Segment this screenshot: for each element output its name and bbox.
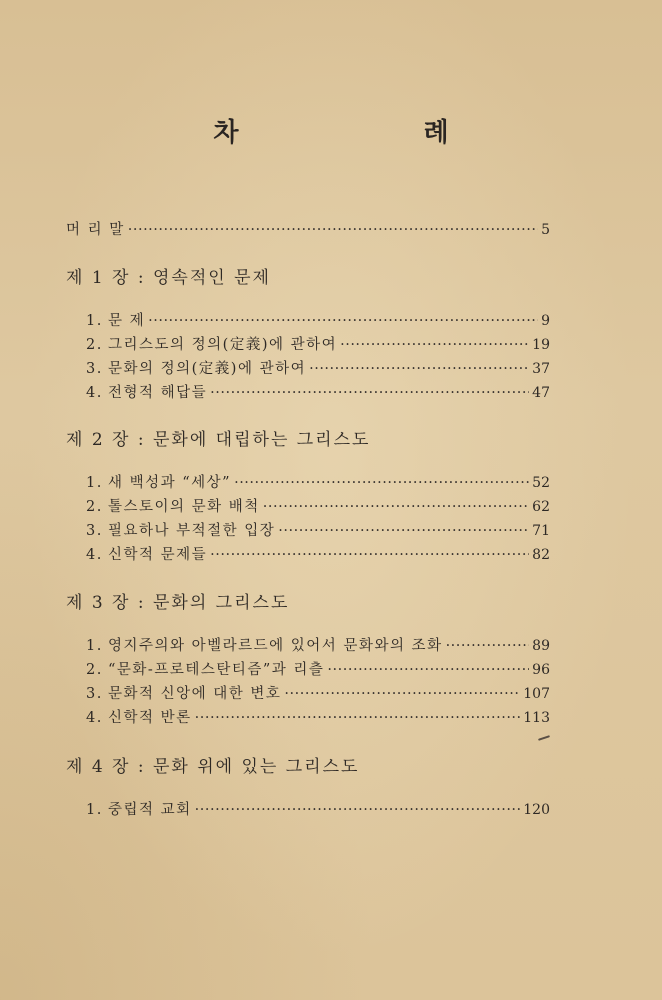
toc-entry — [86, 519, 550, 540]
toc-entry — [86, 381, 550, 402]
toc-entry-label: 머 리 말 — [66, 222, 125, 238]
toc-entry-number: 2. — [86, 337, 103, 353]
dot-leader — [284, 686, 520, 702]
toc-entry-page: 5 — [541, 222, 550, 238]
toc-entry-label: 영지주의와 아벨라르드에 있어서 문화와의 조화 — [108, 638, 443, 654]
toc-entry — [86, 798, 550, 819]
toc-entry-number: 2. — [86, 499, 103, 515]
toc-entry-number: 3. — [86, 361, 103, 377]
toc-entry-number: 2. — [86, 662, 103, 678]
dot-leader — [148, 313, 538, 329]
toc-entry-page: 107 — [523, 686, 550, 702]
chapter-heading-1: 제 1 장 : 영속적인 문제 — [66, 268, 271, 288]
toc-entry-label: “문화-프로테스탄티즘”과 리츨 — [108, 662, 325, 678]
toc-entry-page: 96 — [532, 662, 550, 678]
toc-entry-label: 그리스도의 정의(定義)에 관하여 — [108, 337, 338, 353]
toc-entry-number: 1. — [86, 475, 103, 491]
toc-entry-page: 9 — [541, 313, 550, 329]
ink-mark — [538, 735, 550, 741]
toc-entry-number: 1. — [86, 802, 103, 818]
toc-entry — [86, 357, 550, 378]
toc-entry — [86, 634, 550, 655]
dot-leader — [234, 475, 529, 491]
toc-entry-number: 1. — [86, 638, 103, 654]
toc-entry-page: 19 — [532, 337, 550, 353]
toc-entry-label: 전형적 해답들 — [108, 385, 208, 401]
toc-entry-label: 신학적 반론 — [108, 710, 192, 726]
toc-entry — [86, 706, 550, 727]
toc-entry-label: 문화의 정의(定義)에 관하여 — [108, 361, 307, 377]
toc-entry-number: 4. — [86, 710, 103, 726]
dot-leader — [195, 802, 521, 818]
toc-entry — [86, 658, 550, 679]
toc-entry-number: 3. — [86, 686, 103, 702]
toc-entry-page: 89 — [532, 638, 550, 654]
toc-entry-label: 신학적 문제들 — [108, 547, 208, 563]
toc-entry-page: 113 — [523, 710, 550, 726]
chapter-heading-2: 제 2 장 : 문화에 대립하는 그리스도 — [66, 430, 371, 450]
toc-entry-preface — [66, 218, 550, 239]
toc-entry — [86, 543, 550, 564]
toc-entry — [86, 495, 550, 516]
toc-entry — [86, 333, 550, 354]
toc-entry-number: 1. — [86, 313, 103, 329]
toc-entry-label: 문 제 — [108, 313, 146, 329]
toc-entry-number: 4. — [86, 547, 103, 563]
dot-leader — [210, 385, 529, 401]
toc-entry-number: 4. — [86, 385, 103, 401]
dot-leader — [128, 222, 538, 238]
dot-leader — [263, 499, 529, 515]
toc-entry-page: 47 — [532, 385, 550, 401]
dot-leader — [195, 710, 521, 726]
dot-leader — [327, 662, 529, 678]
toc-entry-label: 필요하나 부적절한 입장 — [108, 523, 276, 539]
toc-entry-number: 3. — [86, 523, 103, 539]
dot-leader — [278, 523, 529, 539]
toc-entry-page: 62 — [532, 499, 550, 515]
dot-leader — [210, 547, 529, 563]
dot-leader — [309, 361, 529, 377]
chapter-heading-3: 제 3 장 : 문화의 그리스도 — [66, 593, 290, 613]
dot-leader — [446, 638, 530, 654]
toc-entry-page: 82 — [532, 547, 550, 563]
toc-entry-label: 중립적 교회 — [108, 802, 192, 818]
toc-entry-label: 새 백성과 “세상” — [108, 475, 232, 491]
toc-entry-page: 52 — [532, 475, 550, 491]
toc-entry — [86, 309, 550, 330]
toc-entry-page: 37 — [532, 361, 550, 377]
toc-entry-page: 120 — [523, 802, 550, 818]
toc-entry-page: 71 — [532, 523, 550, 539]
chapter-heading-4: 제 4 장 : 문화 위에 있는 그리스도 — [66, 757, 360, 777]
toc-entry — [86, 682, 550, 703]
page-title: 차 례 — [213, 118, 537, 148]
toc-entry-label: 톨스토이의 문화 배척 — [108, 499, 260, 515]
dot-leader — [340, 337, 529, 353]
toc-entry — [86, 471, 550, 492]
toc-entry-label: 문화적 신앙에 대한 변호 — [108, 686, 282, 702]
